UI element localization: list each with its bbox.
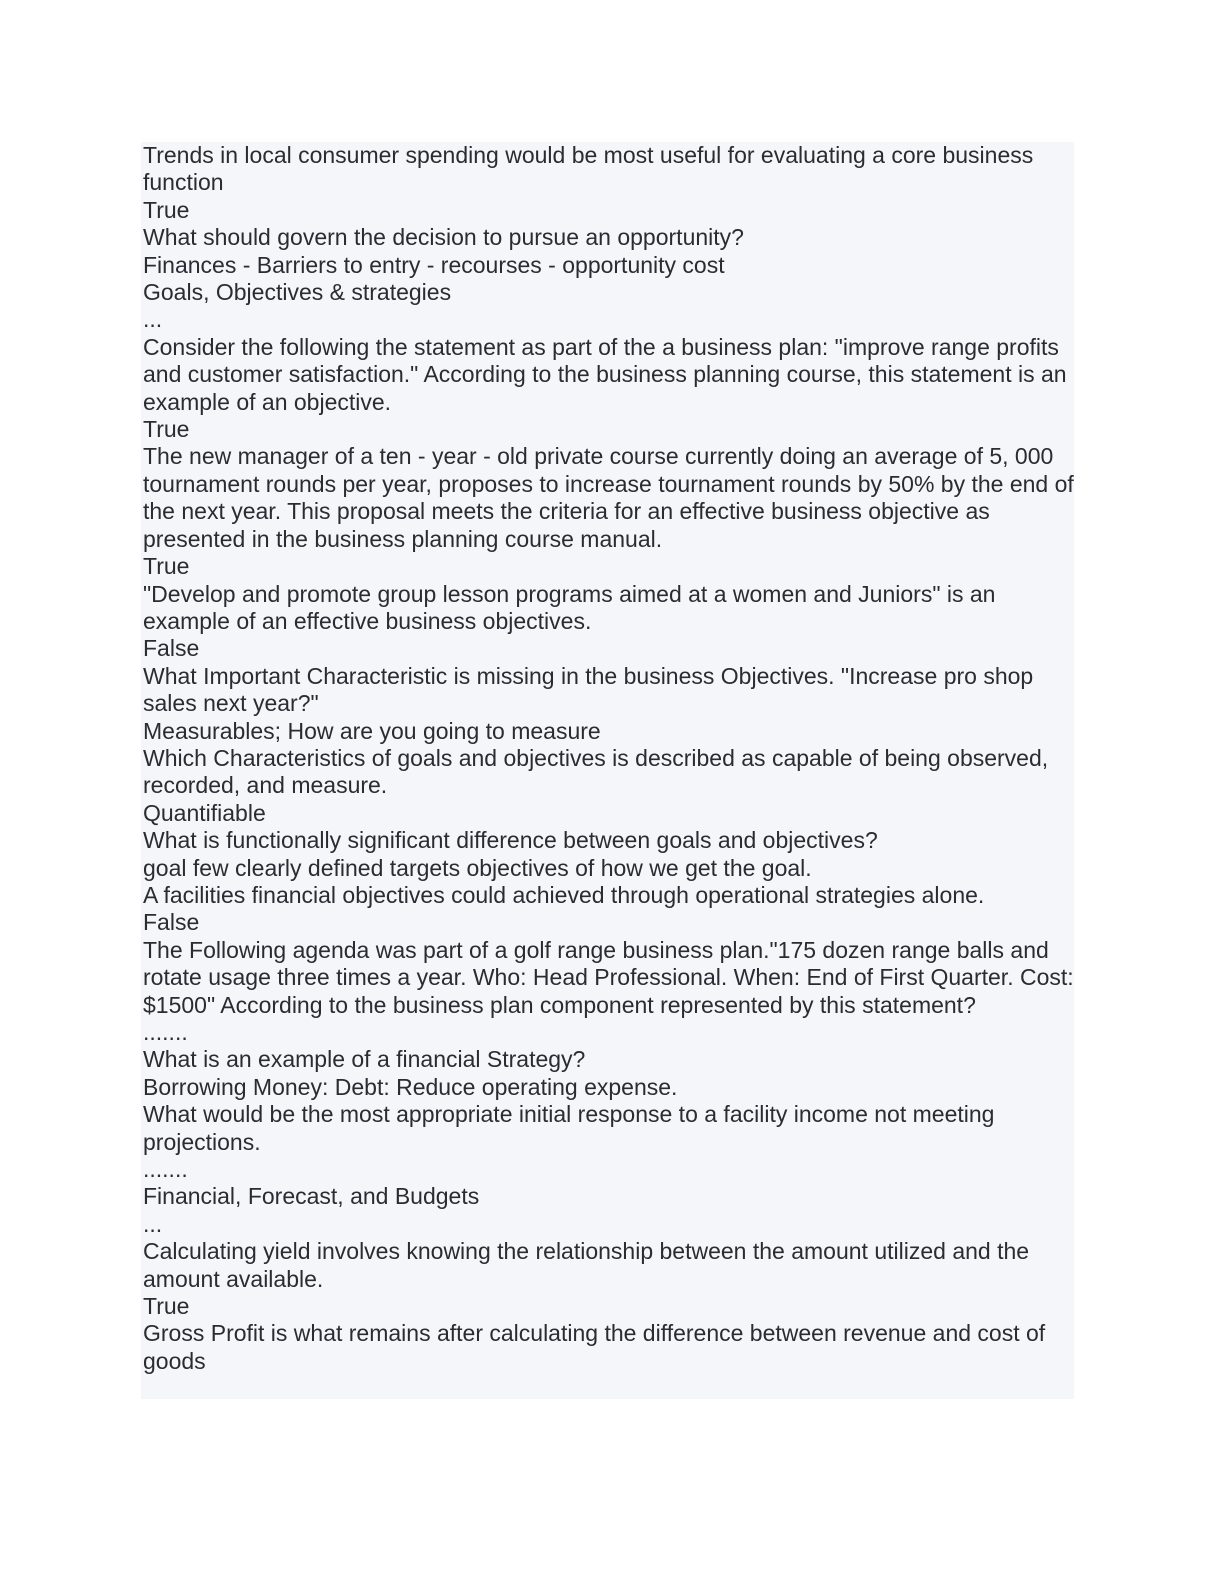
text-line-19: A facilities financial objectives could achieved through operational strategies alone. [143, 881, 985, 908]
text-line-5: Goals, Objectives & strategies [143, 279, 452, 306]
document-text-block [141, 142, 1074, 1399]
text-line-15: Which Characteristics of goals and objectives is described as capable of being observed, recorded, and measure. [143, 744, 1049, 799]
text-line-30: True [143, 1293, 190, 1320]
text-line-28: ... [143, 1210, 163, 1237]
text-line-29: Calculating yield involves knowing the relationship between the amount utilized and the amount available. [143, 1238, 1030, 1292]
text-line-25: What would be the most appropriate initial response to a facility income not meeting projections. [143, 1101, 995, 1155]
text-line-14: Measurables; How are you going to measure [143, 717, 601, 744]
text-line-16: Quantifiable [143, 799, 266, 826]
text-line-31: Gross Profit is what remains after calculating the difference between revenue and cost of goods [143, 1320, 1046, 1374]
text-line-20: False [143, 909, 200, 936]
text-line-4: Finances - Barriers to entry - recourses - opportunity cost [143, 251, 725, 278]
text-line-1: Trends in local consumer spending would be most useful for evaluating a core business function [143, 142, 1034, 196]
text-line-9: The new manager of a ten - year - old private course currently doing an average of 5, 000 tournament rounds per year, proposes to increase tournament rounds by 50% by the end of the next year. This proposal meets the criteria for an effective business objective as presented in the business planning course manual. [143, 443, 1074, 552]
text-line-27: Financial, Forecast, and Budgets [143, 1183, 480, 1210]
text-line-6: ... [143, 306, 163, 333]
text-line-10: True [143, 553, 190, 580]
text-line-24: Borrowing Money: Debt: Reduce operating expense. [143, 1073, 678, 1100]
text-line-22: ....... [143, 1019, 188, 1045]
text-line-23: What is an example of a financial Strategy? [143, 1046, 586, 1073]
text-line-26: ....... [143, 1156, 188, 1183]
text-line-8: True [143, 416, 190, 443]
text-line-12: False [143, 635, 200, 662]
text-line-13: What Important Characteristic is missing in the business Objectives. "Increase pro shop sales next year?" [143, 662, 1034, 717]
text-line-7: Consider the following the statement as part of the a business plan: "improve range profits and customer satisfaction." According to the business planning course, this statement is an example of an objective. [143, 333, 1067, 415]
text-line-21: The Following agenda was part of a golf range business plan."175 dozen range balls and rotate usage three times a year. Who: Head Professional. When: End of First Quarter. Cost: $1500" According to the business plan component represented by this statement? [143, 936, 1074, 1018]
text-line-2: True [143, 196, 190, 223]
text-line-3: What should govern the decision to pursue an opportunity? [143, 224, 744, 251]
text-line-18: goal few clearly defined targets objectives of how we get the goal. [143, 854, 812, 881]
text-line-11: "Develop and promote group lesson programs aimed at a women and Juniors" is an example of an effective business objectives. [143, 580, 996, 634]
text-line-17: What is functionally significant difference between goals and objectives? [143, 827, 878, 854]
